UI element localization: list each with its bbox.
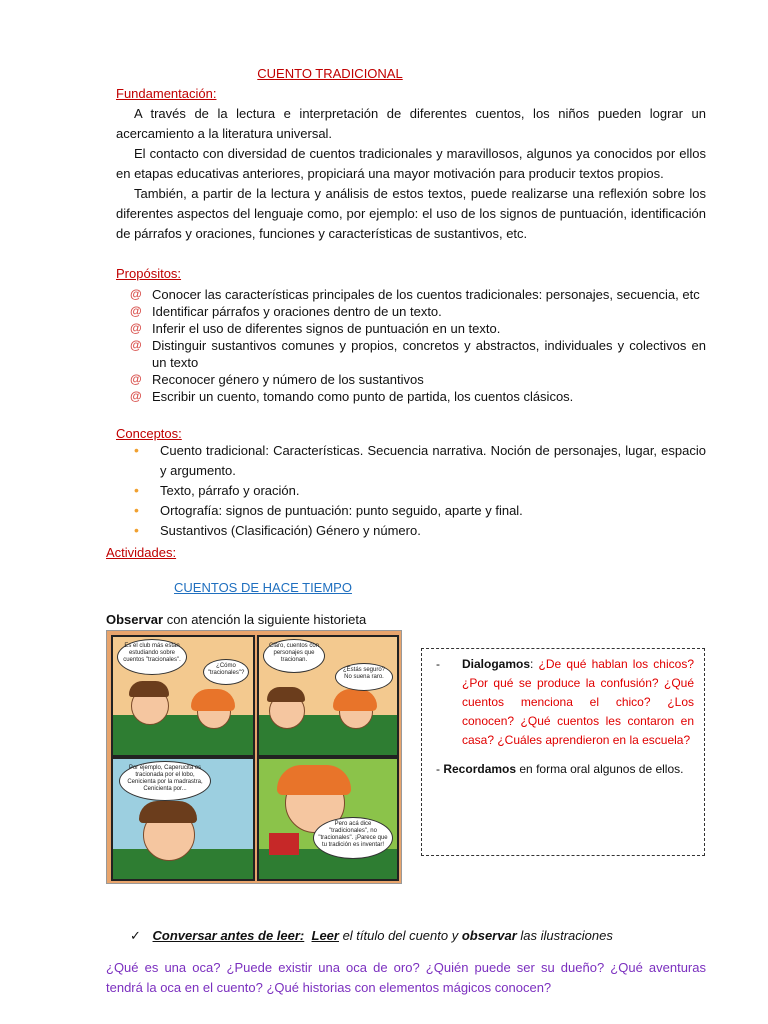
speech-bubble: ¿Cómo "tracionales"?: [203, 659, 249, 685]
comic-panel-4: [257, 757, 399, 881]
dash-bullet: -: [436, 657, 440, 671]
book-icon: [269, 833, 299, 855]
boy-hair: [267, 687, 305, 702]
speech-bubble: Pero acá dice "tradicionales", no "tracionales". ¡Parece que tu tradición es inventar!: [313, 817, 393, 859]
list-item: @ Escribir un cuento, tomando como punto de partida, los cuentos clásicos.: [130, 389, 574, 404]
dialogamos-label: Dialogamos: [462, 657, 531, 671]
comic-panel-3: [111, 757, 255, 881]
dot-bullet-icon: •: [134, 442, 139, 458]
at-bullet-icon: @: [130, 321, 142, 335]
list-item: • Texto, párrafo y oración.: [134, 482, 300, 498]
girl-hair: [191, 689, 235, 711]
list-item: @ Distinguir sustantivos comunes y propios, concretos y abstractos, individuales y colectivos en un texto: [130, 338, 706, 370]
observar-instruction: [106, 612, 366, 627]
closing-questions: ¿Qué es una oca? ¿Puede existir una oca de oro? ¿Quién puede ser su dueño? ¿Qué aventuras tendrá la oca en el cuento? ¿Qué historias con elementos mágicos conocen?: [106, 960, 706, 995]
list-item: @ Identificar párrafos y oraciones dentro de un texto.: [130, 304, 442, 319]
dialogue-box: [421, 648, 705, 856]
fundamentacion-paragraph-3: También, a partir de la lectura y análisis de estos textos, puede realizarse una reflexión sobre los diferentes aspectos del lenguaje como, por ejemplo: el uso de los signos de puntuación, identificación de párrafos y oraciones, funciones y características de sustantivos, etc.: [116, 186, 706, 241]
at-bullet-icon: @: [130, 338, 142, 352]
section-subtitle: CUENTOS DE HACE TIEMPO: [174, 580, 352, 595]
at-bullet-icon: @: [130, 372, 142, 386]
fundamentacion-paragraph-2: El contacto con diversidad de cuentos tradicionales y maravillosos, algunos ya conocidos por ellos en etapas educativas anteriores, propiciará una mayor motivación para producir textos propios.: [116, 146, 706, 181]
list-item: • Sustantivos (Clasificación) Género y número.: [134, 522, 421, 538]
observar-rest: con atención la siguiente historieta: [163, 612, 367, 627]
conversar-instruction: ✓ Conversar antes de leer: Leer el título del cuento y observar las ilustraciones: [130, 928, 613, 943]
conceptos-heading: Conceptos:: [116, 426, 182, 441]
dialogue-item: - Dialogamos: ¿De qué hablan los chicos? ¿Por qué se produce la confusión? ¿Qué cuentos menciona el chico? ¿Los conocen? ¿Qué cuentos les contaron en casa? ¿Cuáles aprendieron en la escuela?: [436, 657, 694, 747]
boy-hair: [139, 801, 197, 823]
leer-word: Leer: [311, 928, 339, 943]
propositos-heading: Propósitos:: [116, 266, 182, 281]
at-bullet-icon: @: [130, 389, 142, 403]
recordamos-label: Recordamos: [443, 762, 517, 776]
comic-panel-2: [257, 635, 399, 757]
list-item: • Ortografía: signos de puntuación: punto seguido, aparte y final.: [134, 502, 523, 518]
fundamentacion-heading: Fundamentación:: [116, 86, 217, 101]
fundamentacion-paragraph-1: A través de la lectura e interpretación de diferentes cuentos, los niños pueden lograr un acercamiento a la literatura universal.: [116, 106, 706, 141]
list-item: @ Inferir el uso de diferentes signos de puntuación en un texto.: [130, 321, 501, 336]
boy-hair: [129, 681, 169, 697]
list-item: @ Reconocer género y número de los sustantivos: [130, 372, 424, 387]
observar-bold: Observar: [106, 612, 164, 627]
document-title: CUENTO TRADICIONAL: [257, 66, 403, 81]
dot-bullet-icon: •: [134, 502, 139, 518]
observar-word: observar: [461, 928, 517, 943]
comic-desk: [113, 715, 253, 755]
at-bullet-icon: @: [130, 287, 142, 301]
comic-strip-image: [106, 630, 402, 884]
girl-hair: [333, 689, 377, 711]
checkmark-icon: ✓: [130, 928, 141, 943]
list-item: @ Conocer las características principales de los cuentos tradicionales: personajes, secuencia, etc: [130, 287, 700, 302]
speech-bubble: Por ejemplo, Caperucita es tracionada por el lobo, Cenicienta por la madrastra, Cenicienta por...: [119, 761, 211, 801]
recordamos-item: - Recordamos en forma oral algunos de ellos.: [436, 762, 684, 776]
at-bullet-icon: @: [130, 304, 142, 318]
propositos-list: [130, 286, 706, 405]
girl-hair: [277, 765, 351, 795]
speech-bubble: Es el club más están estudiando sobre cuentos "tracionales".: [117, 639, 187, 675]
list-item: • Cuento tradicional: Características. Secuencia narrativa. Noción de personajes, lugar, espacio y argumento.: [134, 442, 706, 478]
actividades-heading: Actividades:: [106, 545, 177, 560]
speech-bubble: Claro, cuentos con personajes que tracionan.: [263, 639, 325, 673]
dot-bullet-icon: •: [134, 482, 139, 498]
dot-bullet-icon: •: [134, 522, 139, 538]
comic-panel-1: [111, 635, 255, 757]
conceptos-list: [134, 441, 706, 541]
dialogue-questions: ¿De qué hablan los chicos? ¿Por qué se produce la confusión? ¿Qué cuentos menciona el chico? ¿Los conocen? ¿Qué cuentos les contaron en casa? ¿Cuáles aprendieron en la escuela?: [462, 657, 694, 747]
conversar-label: Conversar antes de leer:: [152, 928, 305, 943]
speech-bubble: ¿Estás seguro? No suena raro.: [335, 663, 393, 691]
